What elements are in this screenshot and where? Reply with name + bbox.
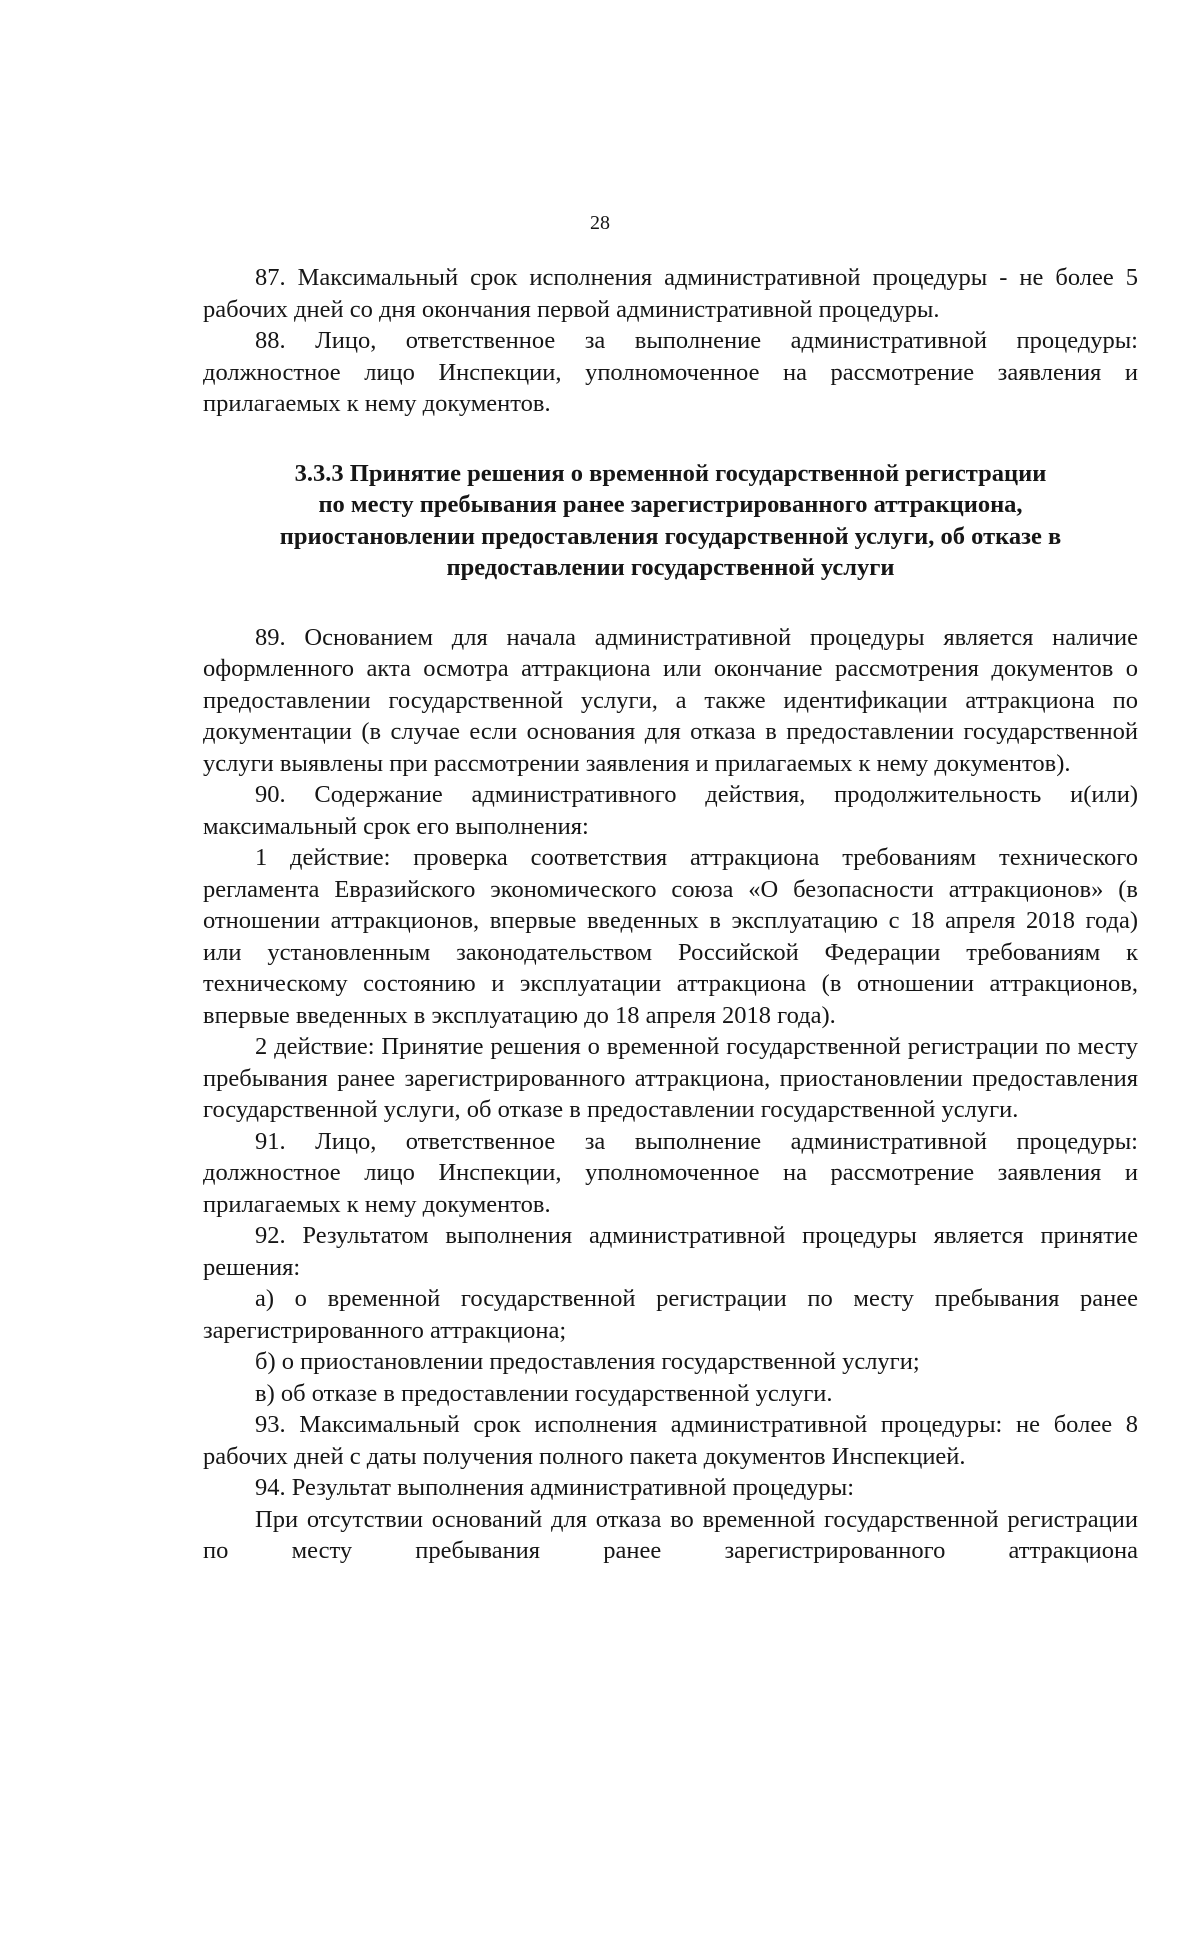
paragraph-94: 94. Результат выполнения административной процедуры: <box>255 1474 855 1501</box>
paragraph-91: 91. Лицо, ответственное за выполнение административной процедуры: должностное лицо Инспекции, уполномоченное на рассмотрение заявления и прилагаемых к нему документов. <box>203 1127 1138 1218</box>
section-heading-line: предоставлении государственной услуги <box>446 554 895 581</box>
page-number: 28 <box>590 212 610 234</box>
section-heading-line: 3.3.3 Принятие решения о временной государственной регистрации <box>294 459 1047 487</box>
paragraph-88: 88. Лицо, ответственное за выполнение административной процедуры: должностное лицо Инспекции, уполномоченное на рассмотрение заявления и прилагаемых к нему документов. <box>203 327 1138 417</box>
paragraph-92: 92. Результатом выполнения административной процедуры является принятие решения: <box>203 1222 1138 1281</box>
paragraph-92-item-c: в) об отказе в предоставлении государственной услуги. <box>255 1379 833 1407</box>
paragraph-90: 90. Содержание административного действия, продолжительность и(или) максимальный срок его выполнения: <box>203 781 1138 840</box>
paragraph-93: 93. Максимальный срок исполнения административной процедуры: не более 8 рабочих дней с даты получения полного пакета документов Инспекцией. <box>203 1411 1138 1470</box>
paragraph-94-text: При отсутствии оснований для отказа во временной государственной регистрации по месту пребывания ранее зарегистрированного аттракциона <box>203 1505 1138 1564</box>
paragraph-90-action-1: 1 действие: проверка соответствия аттракциона требованиям технического регламента Евразийского экономического союза «О безопасности аттракционов» (в отношении аттракционов, впервые введенных в эксплуатацию с 18 апреля 2018 года) или установленным законодательством Российской Федерации требованиям к техническому состоянию и эксплуатации аттракциона (в отношении аттракционов, впервые введенных в эксплуатацию до 18 апреля 2018 года). <box>203 844 1138 1029</box>
paragraph-92-item-a: а) о временной государственной регистрации по месту пребывания ранее зарегистрированного аттракциона; <box>203 1285 1138 1344</box>
paragraph-90-action-2: 2 действие: Принятие решения о временной государственной регистрации по месту пребывания ранее зарегистрированного аттракциона, приостановлении предоставления государственной услуги, об отказе в предоставлении государственной услуги. <box>203 1033 1138 1123</box>
section-heading-line: приостановлении предоставления государственной услуги, об отказе в <box>279 522 1062 550</box>
paragraph-92-item-b: б) о приостановлении предоставления государственной услуги; <box>255 1348 920 1375</box>
section-heading <box>203 458 1138 584</box>
paragraph-89: 89. Основанием для начала административной процедуры является наличие оформленного акта осмотра аттракциона или окончание рассмотрения документов о предоставлении государственной услуги, а также идентификации аттракциона по документации (в случае если основания для отказа в предоставлении государственной услуги выявлены при рассмотрении заявления и прилагаемых к нему документов). <box>203 623 1138 777</box>
document-body <box>203 262 1138 1567</box>
paragraph-87: 87. Максимальный срок исполнения административной процедуры - не более 5 рабочих дней со дня окончания первой административной процедуры. <box>203 264 1138 323</box>
section-heading-line: по месту пребывания ранее зарегистрированного аттракциона, <box>318 491 1023 518</box>
